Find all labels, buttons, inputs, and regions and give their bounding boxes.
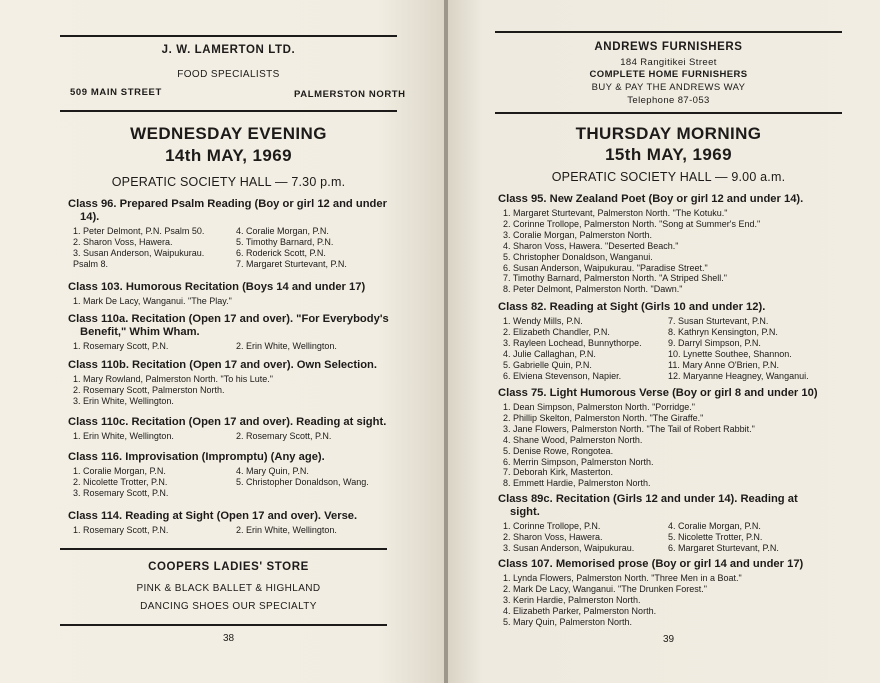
- footer-advert-line1: PINK & BLACK BALLET & HIGHLAND: [136, 583, 321, 594]
- entrant: 4. Elizabeth Parker, Palmerston North.: [503, 605, 657, 616]
- advert-phone: Telephone 87-053: [627, 95, 710, 106]
- session-date: 14th MAY, 1969: [165, 146, 292, 165]
- class-heading: Class 107. Memorised prose (Boy or girl 14 and under 17): [498, 558, 804, 570]
- entrant: 6. Elviena Stevenson, Napier.: [503, 370, 622, 381]
- entrant: 5. Gabrielle Quin, P.N.: [503, 359, 592, 370]
- class-heading: Class 110c. Recitation (Open 17 and over). Reading at sight.: [68, 416, 387, 428]
- entrant: 3. Erin White, Wellington.: [73, 395, 174, 406]
- entrant: 1. Rosemary Scott, P.N.: [73, 525, 169, 535]
- entrant: 1. Dean Simpson, Palmerston North. "Porridge.": [503, 402, 695, 412]
- advert-city: PALMERSTON NORTH: [294, 89, 406, 100]
- entrant: 2. Mark De Lacy, Wanganui. "The Drunken Forest.": [503, 583, 707, 594]
- entrant: 6. Roderick Scott, P.N.: [236, 247, 326, 258]
- entrant: 7. Timothy Barnard, Palmerston North. "A Striped Shell.": [503, 273, 727, 284]
- entrant: 4. Julie Callaghan, P.N.: [503, 348, 596, 359]
- footer-advert-line2: DANCING SHOES OUR SPECIALTY: [140, 601, 317, 612]
- entrant: Psalm 8.: [73, 258, 109, 269]
- entrant: 3. Coralie Morgan, Palmerston North.: [503, 229, 653, 240]
- class-heading-cont: sight.: [510, 506, 540, 518]
- advert-tagline: FOOD SPECIALISTS: [177, 69, 280, 80]
- page-number: 39: [662, 634, 675, 645]
- advert-rule: [495, 112, 842, 114]
- entrant: 1. Rosemary Scott, P.N.: [73, 341, 169, 351]
- footer-advert-name: COOPERS LADIES' STORE: [148, 561, 309, 573]
- class-heading: Class 110b. Recitation (Open 17 and over). Own Selection.: [68, 359, 377, 371]
- entrant: 12. Maryanne Heagney, Wanganui.: [668, 370, 809, 381]
- entrant: 3. Susan Anderson, Waipukurau.: [73, 247, 205, 258]
- entrant: 2. Corinne Trollope, Palmerston North. "Song at Summer's End.": [503, 218, 761, 229]
- class-heading: Class 110a. Recitation (Open 17 and over). "For Everybody's: [68, 313, 389, 325]
- entrant: 5. Denise Rowe, Rongotea.: [503, 445, 614, 456]
- entrant: 10. Lynette Southee, Shannon.: [668, 348, 792, 359]
- entrant: 1. Margaret Sturtevant, Palmerston North. "The Kotuku.": [503, 208, 728, 218]
- entrant: 1. Mark De Lacy, Wanganui. "The Play.": [73, 296, 232, 306]
- entrant: 4. Shane Wood, Palmerston North.: [503, 434, 643, 445]
- class-heading: Class 96. Prepared Psalm Reading (Boy or girl 12 and under: [68, 198, 387, 210]
- entrant: 3. Kerin Hardie, Palmerston North.: [503, 594, 641, 605]
- entrant: 4. Coralie Morgan, P.N.: [668, 521, 761, 531]
- top-rule: [60, 35, 397, 37]
- entrant: 5. Christopher Donaldson, Wanganui.: [503, 251, 653, 262]
- entrant: 6. Susan Anderson, Waipukurau. "Paradise Street.": [503, 262, 708, 273]
- entrant: 1. Erin White, Wellington.: [73, 431, 174, 441]
- advert-address: 184 Rangitikei Street: [620, 57, 717, 68]
- entrant: 1. Mary Rowland, Palmerston North. "To his Lute.": [73, 374, 273, 384]
- session-day: THURSDAY MORNING: [575, 124, 762, 143]
- class-heading: Class 82. Reading at Sight (Girls 10 and under 12).: [498, 301, 766, 313]
- entrant: 1. Wendy Mills, P.N.: [503, 316, 583, 326]
- advert-line1: COMPLETE HOME FURNISHERS: [589, 69, 748, 80]
- session-date: 15th MAY, 1969: [605, 145, 732, 164]
- page-number: 38: [222, 633, 235, 644]
- class-heading: Class 75. Light Humorous Verse (Boy or girl 8 and under 10): [498, 387, 818, 399]
- entrant: 5. Nicolette Trotter, P.N.: [668, 531, 763, 542]
- footer-rule-bottom: [60, 624, 387, 626]
- entrant: 2. Rosemary Scott, P.N.: [236, 431, 332, 441]
- advert-name: J. W. LAMERTON LTD.: [161, 44, 296, 56]
- class-heading: Class 103. Humorous Recitation (Boys 14 and under 17): [68, 281, 366, 293]
- entrant: 8. Emmett Hardie, Palmerston North.: [503, 478, 651, 489]
- entrant: 4. Mary Quin, P.N.: [236, 466, 309, 476]
- advert-name: ANDREWS FURNISHERS: [594, 41, 743, 53]
- advert-rule: [60, 110, 397, 112]
- entrant: 1. Peter Delmont, P.N. Psalm 50.: [73, 226, 205, 236]
- entrant: 9. Darryl Simpson, P.N.: [668, 337, 761, 348]
- entrant: 1. Corinne Trollope, P.N.: [503, 521, 601, 531]
- right-page: [448, 0, 880, 683]
- entrant: 2. Rosemary Scott, Palmerston North.: [73, 384, 225, 395]
- entrant: 1. Coralie Morgan, P.N.: [73, 466, 166, 476]
- session-day: WEDNESDAY EVENING: [130, 124, 327, 143]
- entrant: 7. Susan Sturtevant, P.N.: [668, 316, 769, 326]
- entrant: 8. Kathryn Kensington, P.N.: [668, 326, 778, 337]
- class-heading: Class 116. Improvisation (Impromptu) (Any age).: [68, 451, 325, 463]
- entrant: 2. Sharon Voss, Hawera.: [503, 531, 603, 542]
- advert-line2: BUY & PAY THE ANDREWS WAY: [591, 82, 746, 93]
- advert-address: 509 MAIN STREET: [70, 87, 162, 98]
- entrant: 5. Timothy Barnard, P.N.: [236, 236, 334, 247]
- entrant: 3. Jane Flowers, Palmerston North. "The Tail of Robert Rabbit.": [503, 423, 755, 434]
- entrant: 2. Phillip Skelton, Palmerston North. "The Giraffe.": [503, 412, 704, 423]
- entrant: 2. Erin White, Wellington.: [236, 341, 337, 351]
- class-heading: Class 89c. Recitation (Girls 12 and under 14). Reading at: [498, 493, 798, 505]
- session-venue: OPERATIC SOCIETY HALL — 9.00 a.m.: [551, 170, 786, 184]
- entrant: 6. Margaret Sturtevant, P.N.: [668, 542, 779, 553]
- class-heading-cont: Benefit," Whim Wham.: [80, 326, 200, 338]
- entrant: 7. Deborah Kirk, Masterton.: [503, 467, 614, 478]
- class-heading-cont: 14).: [80, 211, 100, 223]
- entrant: 5. Christopher Donaldson, Wang.: [236, 476, 369, 487]
- entrant: 3. Rosemary Scott, P.N.: [73, 487, 169, 498]
- entrant: 1. Lynda Flowers, Palmerston North. "Three Men in a Boat.": [503, 573, 742, 583]
- entrant: 3. Susan Anderson, Waipukurau.: [503, 542, 635, 553]
- entrant: 2. Elizabeth Chandler, P.N.: [503, 326, 610, 337]
- entrant: 4. Coralie Morgan, P.N.: [236, 226, 329, 236]
- top-rule: [495, 31, 842, 33]
- session-venue: OPERATIC SOCIETY HALL — 7.30 p.m.: [111, 175, 346, 189]
- entrant: 3. Rayleen Lochead, Bunnythorpe.: [503, 337, 642, 348]
- class-heading: Class 95. New Zealand Poet (Boy or girl 12 and under 14).: [498, 193, 804, 205]
- entrant: 4. Sharon Voss, Hawera. "Deserted Beach.": [503, 240, 679, 251]
- entrant: 7. Margaret Sturtevant, P.N.: [236, 258, 347, 269]
- entrant: 11. Mary Anne O'Brien, P.N.: [668, 359, 779, 370]
- entrant: 2. Sharon Voss, Hawera.: [73, 236, 173, 247]
- entrant: 8. Peter Delmont, Palmerston North. "Dawn.": [503, 284, 683, 295]
- entrant: 6. Merrin Simpson, Palmerston North.: [503, 456, 654, 467]
- footer-rule-top: [60, 548, 387, 550]
- class-heading: Class 114. Reading at Sight (Open 17 and over). Verse.: [68, 510, 358, 522]
- entrant: 5. Mary Quin, Palmerston North.: [503, 616, 633, 627]
- entrant: 2. Nicolette Trotter, P.N.: [73, 476, 168, 487]
- entrant: 2. Erin White, Wellington.: [236, 525, 337, 535]
